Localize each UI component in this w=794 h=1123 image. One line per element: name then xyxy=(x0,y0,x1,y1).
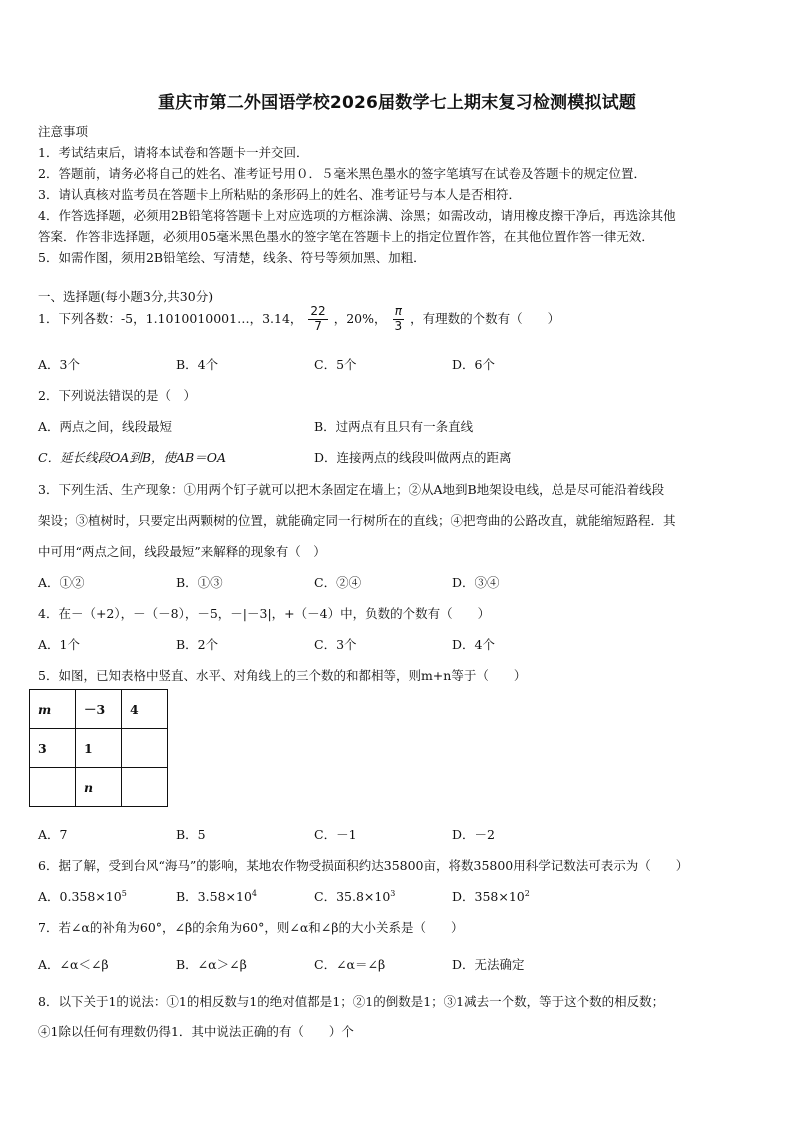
q2-option-c: C．延长线段OA到B，使AB＝OA xyxy=(38,450,227,465)
notice-item: 5．如需作图，须用2B铅笔绘、写清楚，线条、符号等须加黑、加粗． xyxy=(38,250,426,265)
table-cell xyxy=(122,768,168,807)
table-cell: 3 xyxy=(30,729,76,768)
notice-item: 答案．作答非选择题，必须用05毫米黑色墨水的签字笔在答题卡上的指定位置作答，在其他位置作答一律无效． xyxy=(38,229,654,244)
q3-option-b: B．①③ xyxy=(176,575,223,590)
option-text: D．358×10 xyxy=(452,889,525,904)
notice-item: 4．作答选择题，必须用2B铅笔将答题卡上对应选项的方框涂满、涂黑；如需改动，请用橡皮擦干净后，再选涂其他 xyxy=(38,208,676,223)
option-text: A．0.358×10 xyxy=(38,889,122,904)
question-3-line: 中可用“两点之间，线段最短”来解释的现象有（ ） xyxy=(38,544,326,559)
q7-option-a: A．∠α＜∠β xyxy=(38,957,109,972)
q6-option-c xyxy=(314,887,395,905)
table-cell: n xyxy=(76,768,122,807)
question-1-stem xyxy=(38,305,560,334)
question-5-stem: 5．如图，已知表格中竖直、水平、对角线上的三个数的和都相等，则m+n等于（ ） xyxy=(38,668,527,683)
q4-option-b: B．2个 xyxy=(176,637,219,652)
q1-option-a: A．3个 xyxy=(38,357,80,372)
q2-option-b: B．过两点有且只有一条直线 xyxy=(314,419,474,434)
exponent: 2 xyxy=(524,888,530,898)
exponent: 3 xyxy=(390,888,396,898)
exponent: 5 xyxy=(121,888,127,898)
q7-option-d: D．无法确定 xyxy=(452,957,525,972)
q2-option-d: D．连接两点的线段叫做两点的距离 xyxy=(314,450,512,465)
q5-option-d: D．－2 xyxy=(452,827,495,842)
question-7-stem: 7．若∠α的补角为60°，∠β的余角为60°，则∠α和∠β的大小关系是（ ） xyxy=(38,920,464,935)
question-6-stem: 6．据了解，受到台风“海马”的影响，某地农作物受损面积约达35800亩，将数35800用科学记数法可表示为（ ） xyxy=(38,858,689,873)
fraction-numerator: π xyxy=(394,304,402,318)
notice-heading: 注意事项 xyxy=(38,124,89,139)
q1-text-suffix: ，有理数的个数有（ ） xyxy=(410,310,561,326)
notice-item: 1．考试结束后，请将本试卷和答题卡一并交回． xyxy=(38,145,309,160)
q1-option-d: D．6个 xyxy=(452,357,495,372)
question-8-line: ④1除以任何有理数仍得1．其中说法正确的有（ ）个 xyxy=(38,1024,354,1039)
question-3-line: 架设；③植树时，只要定出两颗树的位置，就能确定同一行树所在的直线；④把弯曲的公路改直，就能缩短路程．其 xyxy=(38,513,676,528)
q3-option-d: D．③④ xyxy=(452,575,500,590)
table-cell xyxy=(122,729,168,768)
q4-option-a: A．1个 xyxy=(38,637,80,652)
exponent: 4 xyxy=(251,888,257,898)
q1-option-c: C．5个 xyxy=(314,357,357,372)
fraction-denominator: 3 xyxy=(394,318,403,333)
q2-option-a: A．两点之间，线段最短 xyxy=(38,419,173,434)
question-8-line: 8．以下关于1的说法：①1的相反数与1的绝对值都是1；②1的倒数是1；③1减去一个数，等于这个数的相反数； xyxy=(38,994,665,1009)
table-row xyxy=(30,768,168,807)
q7-option-c: C．∠α＝∠β xyxy=(314,957,386,972)
q5-option-a: A．7 xyxy=(38,827,68,842)
q1-text-mid: ，20%， xyxy=(333,310,387,326)
q5-option-c: C．－1 xyxy=(314,827,357,842)
q3-option-c: C．②④ xyxy=(314,575,362,590)
q4-option-c: C．3个 xyxy=(314,637,357,652)
question-2-stem: 2．下列说法错误的是（ ） xyxy=(38,388,196,403)
option-text: B．3.58×10 xyxy=(176,889,252,904)
table-row xyxy=(30,729,168,768)
question-3-line: 3．下列生活、生产现象：①用两个钉子就可以把木条固定在墙上；②从A地到B地架设电线，总是尽可能沿着线段 xyxy=(38,482,665,497)
fraction-pi-3 xyxy=(393,305,405,334)
q3-option-a: A．①② xyxy=(38,575,85,590)
magic-square-table xyxy=(29,689,168,807)
q4-option-d: D．4个 xyxy=(452,637,495,652)
table-row xyxy=(30,690,168,729)
option-text: C．35.8×10 xyxy=(314,889,391,904)
q6-option-d xyxy=(452,887,530,905)
table-cell: －3 xyxy=(76,690,122,729)
q6-option-b xyxy=(176,887,257,905)
table-cell xyxy=(30,768,76,807)
q7-option-b: B．∠α＞∠β xyxy=(176,957,247,972)
fraction-numerator: 22 xyxy=(310,304,326,318)
table-cell: 4 xyxy=(122,690,168,729)
question-4-stem: 4．在－（+2），－（－8），－5，－|－3|，+（－4）中，负数的个数有（ ） xyxy=(38,606,491,621)
q1-text-prefix: 1．下列各数：-5，1.1010010001…，3.14， xyxy=(38,310,303,326)
q6-option-a xyxy=(38,887,127,905)
table-cell: 1 xyxy=(76,729,122,768)
page-title: 重庆市第二外国语学校2026届数学七上期末复习检测模拟试题 xyxy=(157,93,637,113)
fraction-denominator: 7 xyxy=(308,319,327,334)
section-title: 一、选择题(每小题3分,共30分) xyxy=(38,289,214,304)
q1-option-b: B．4个 xyxy=(176,357,219,372)
table-cell: m xyxy=(30,690,76,729)
q5-option-b: B．5 xyxy=(176,827,206,842)
notice-item: 3．请认真核对监考员在答题卡上所粘贴的条形码上的姓名、准考证号与本人是否相符． xyxy=(38,187,521,202)
fraction-22-7 xyxy=(308,305,327,334)
notice-item: 2．答题前，请务必将自己的姓名、准考证号用０．５毫米黑色墨水的签字笔填写在试卷及答题卡的规定位置． xyxy=(38,166,646,181)
